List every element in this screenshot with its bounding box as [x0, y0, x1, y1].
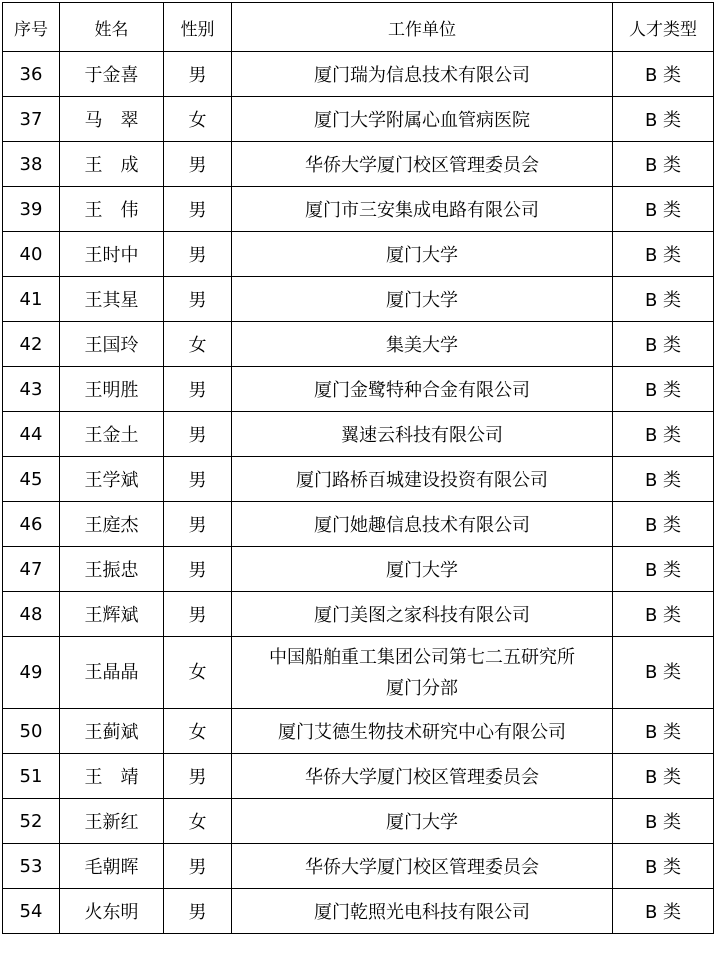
- cell-type: B 类: [613, 412, 714, 457]
- table-row: [3, 52, 714, 97]
- cell-unit: [232, 232, 613, 277]
- table-row: [3, 457, 714, 502]
- cell-no: 53: [3, 844, 60, 889]
- table-row: [3, 97, 714, 142]
- cell-sex: 男: [164, 592, 232, 637]
- cell-no: 54: [3, 889, 60, 934]
- table-row: [3, 592, 714, 637]
- table-row: [3, 232, 714, 277]
- cell-unit: [232, 97, 613, 142]
- header-sex: 性别: [164, 3, 232, 52]
- cell-unit-line: 华侨大学厦门校区管理委员会: [305, 767, 539, 788]
- cell-sex: 男: [164, 187, 232, 232]
- cell-name: 王晶晶: [60, 637, 164, 709]
- cell-no: 37: [3, 97, 60, 142]
- cell-unit-line: 厦门大学: [386, 290, 458, 311]
- cell-type: B 类: [613, 322, 714, 367]
- cell-name: 王庭杰: [60, 502, 164, 547]
- cell-type: B 类: [613, 889, 714, 934]
- cell-no: 42: [3, 322, 60, 367]
- cell-unit-line: 厦门乾照光电科技有限公司: [314, 902, 530, 923]
- cell-no: 39: [3, 187, 60, 232]
- cell-no: 43: [3, 367, 60, 412]
- cell-unit-line: 厦门大学: [386, 560, 458, 581]
- cell-no: 41: [3, 277, 60, 322]
- cell-unit: [232, 844, 613, 889]
- cell-unit-line: 华侨大学厦门校区管理委员会: [305, 155, 539, 176]
- cell-unit-line: 翼速云科技有限公司: [341, 425, 503, 446]
- cell-sex: 男: [164, 412, 232, 457]
- table-row: [3, 142, 714, 187]
- cell-no: 38: [3, 142, 60, 187]
- cell-sex: 男: [164, 844, 232, 889]
- cell-unit: [232, 142, 613, 187]
- cell-no: 36: [3, 52, 60, 97]
- cell-type: B 类: [613, 277, 714, 322]
- cell-no: 52: [3, 799, 60, 844]
- cell-name: 于金喜: [60, 52, 164, 97]
- cell-sex: 男: [164, 889, 232, 934]
- cell-type: B 类: [613, 457, 714, 502]
- cell-name: 王辉斌: [60, 592, 164, 637]
- cell-unit-line: 厦门大学: [386, 812, 458, 833]
- cell-unit: [232, 187, 613, 232]
- cell-unit-line: 厦门路桥百城建设投资有限公司: [296, 470, 548, 491]
- cell-unit-line: 厦门大学: [386, 245, 458, 266]
- cell-unit: [232, 277, 613, 322]
- cell-name: 王新红: [60, 799, 164, 844]
- cell-unit: [232, 457, 613, 502]
- cell-no: 46: [3, 502, 60, 547]
- cell-name: 王国玲: [60, 322, 164, 367]
- table-row: [3, 889, 714, 934]
- cell-unit-line: 厦门分部: [386, 677, 458, 699]
- cell-sex: 女: [164, 97, 232, 142]
- cell-unit: [232, 502, 613, 547]
- cell-type: B 类: [613, 502, 714, 547]
- cell-no: 51: [3, 754, 60, 799]
- cell-sex: 男: [164, 232, 232, 277]
- cell-sex: 男: [164, 547, 232, 592]
- table-row: [3, 367, 714, 412]
- table-row: [3, 412, 714, 457]
- table-header-row: [3, 3, 714, 52]
- cell-unit-line: 厦门美图之家科技有限公司: [314, 605, 530, 626]
- cell-unit-line: 厦门市三安集成电路有限公司: [305, 200, 539, 221]
- cell-unit: [232, 592, 613, 637]
- cell-type: B 类: [613, 547, 714, 592]
- cell-name: 王 靖: [60, 754, 164, 799]
- cell-name: 王振忠: [60, 547, 164, 592]
- cell-sex: 男: [164, 142, 232, 187]
- talent-roster-table: [2, 2, 714, 934]
- cell-type: B 类: [613, 142, 714, 187]
- cell-unit-line: 中国船舶重工集团公司第七二五研究所: [269, 646, 575, 668]
- table-row: [3, 799, 714, 844]
- table-row: [3, 844, 714, 889]
- table-row: [3, 187, 714, 232]
- cell-unit: [232, 709, 613, 754]
- cell-no: 49: [3, 637, 60, 709]
- table-row: [3, 322, 714, 367]
- cell-no: 48: [3, 592, 60, 637]
- cell-type: B 类: [613, 637, 714, 709]
- cell-type: B 类: [613, 97, 714, 142]
- cell-sex: 男: [164, 502, 232, 547]
- table-row: [3, 637, 714, 709]
- table-row: [3, 277, 714, 322]
- cell-unit: [232, 754, 613, 799]
- cell-sex: 男: [164, 457, 232, 502]
- cell-name: 马 翠: [60, 97, 164, 142]
- cell-sex: 女: [164, 637, 232, 709]
- cell-name: 王 成: [60, 142, 164, 187]
- cell-name: 王蓟斌: [60, 709, 164, 754]
- cell-unit-line: 集美大学: [386, 335, 458, 356]
- cell-sex: 女: [164, 709, 232, 754]
- cell-sex: 女: [164, 322, 232, 367]
- cell-unit-line: 华侨大学厦门校区管理委员会: [305, 857, 539, 878]
- cell-type: B 类: [613, 592, 714, 637]
- cell-name: 王明胜: [60, 367, 164, 412]
- cell-sex: 男: [164, 277, 232, 322]
- cell-unit: [232, 889, 613, 934]
- cell-unit-line: 厦门瑞为信息技术有限公司: [314, 65, 530, 86]
- header-unit: 工作单位: [232, 3, 613, 52]
- table-row: [3, 502, 714, 547]
- cell-no: 47: [3, 547, 60, 592]
- cell-type: B 类: [613, 52, 714, 97]
- cell-unit-line: 厦门艾德生物技术研究中心有限公司: [278, 722, 566, 743]
- cell-unit: [232, 412, 613, 457]
- cell-type: B 类: [613, 709, 714, 754]
- header-no: 序号: [3, 3, 60, 52]
- cell-type: B 类: [613, 187, 714, 232]
- cell-type: B 类: [613, 844, 714, 889]
- header-type: 人才类型: [613, 3, 714, 52]
- cell-unit: [232, 637, 613, 709]
- cell-unit: [232, 322, 613, 367]
- table-row: [3, 547, 714, 592]
- cell-name: 王时中: [60, 232, 164, 277]
- cell-unit-line: 厦门大学附属心血管病医院: [314, 110, 530, 131]
- cell-no: 45: [3, 457, 60, 502]
- cell-name: 王学斌: [60, 457, 164, 502]
- cell-unit: [232, 799, 613, 844]
- cell-no: 40: [3, 232, 60, 277]
- cell-sex: 男: [164, 754, 232, 799]
- cell-sex: 男: [164, 52, 232, 97]
- cell-name: 王金土: [60, 412, 164, 457]
- cell-name: 王 伟: [60, 187, 164, 232]
- cell-unit: [232, 52, 613, 97]
- cell-no: 50: [3, 709, 60, 754]
- cell-name: 毛朝晖: [60, 844, 164, 889]
- cell-unit: [232, 547, 613, 592]
- cell-unit: [232, 367, 613, 412]
- header-name: 姓名: [60, 3, 164, 52]
- table-body: [3, 52, 714, 934]
- cell-unit-line: 厦门她趣信息技术有限公司: [314, 515, 530, 536]
- cell-sex: 男: [164, 367, 232, 412]
- cell-type: B 类: [613, 232, 714, 277]
- cell-no: 44: [3, 412, 60, 457]
- cell-name: 火东明: [60, 889, 164, 934]
- cell-sex: 女: [164, 799, 232, 844]
- table-row: [3, 754, 714, 799]
- cell-unit-line: 厦门金鹭特种合金有限公司: [314, 380, 530, 401]
- cell-type: B 类: [613, 799, 714, 844]
- table-row: [3, 709, 714, 754]
- cell-type: B 类: [613, 367, 714, 412]
- cell-name: 王其星: [60, 277, 164, 322]
- cell-type: B 类: [613, 754, 714, 799]
